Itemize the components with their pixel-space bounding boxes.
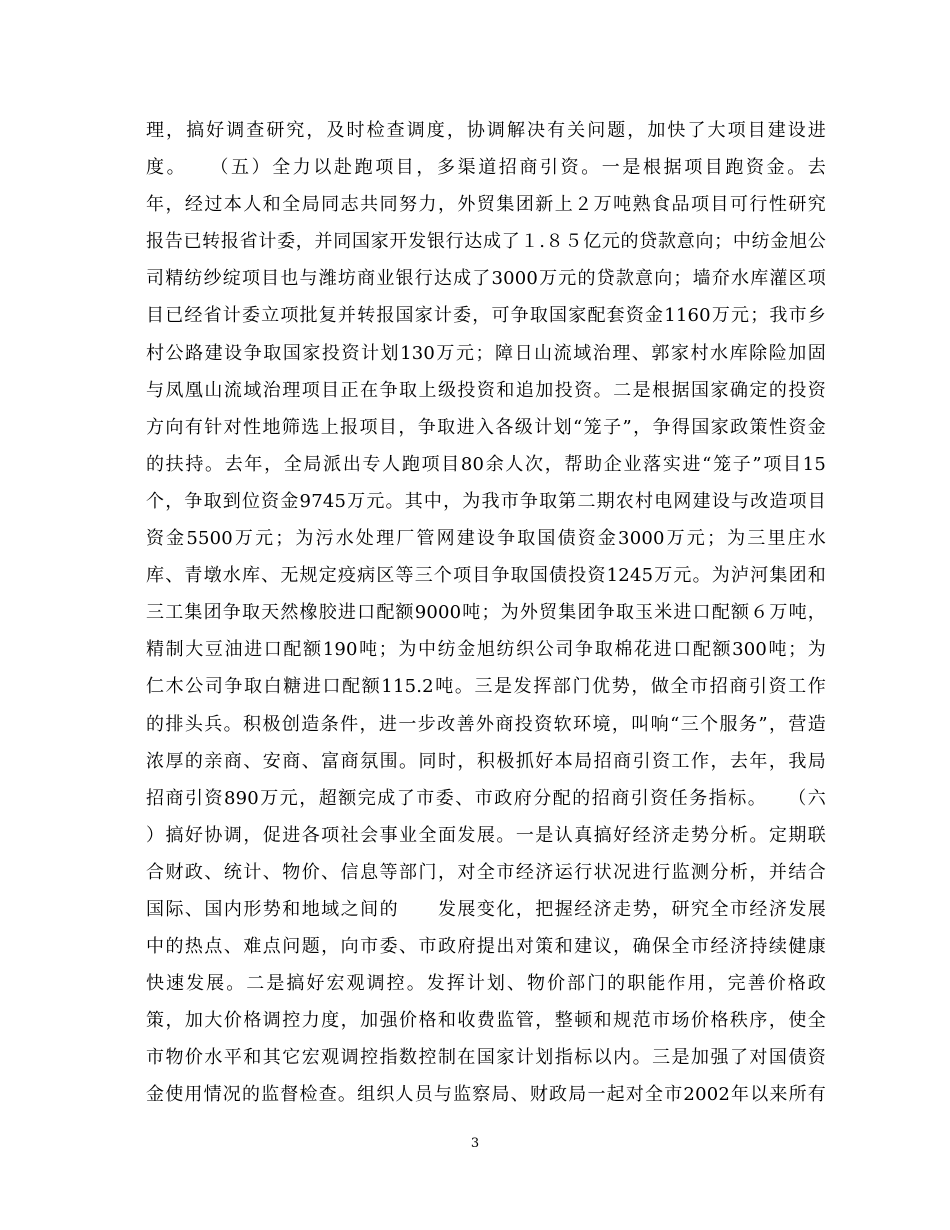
text-line: 三工集团争取天然橡胶进口配额9000吨；为外贸集团争取玉米进口配额６万吨，	[146, 602, 826, 624]
text-line: 理，搞好调查研究，及时检查调度，协调解决有关问题，加快了大项目建设进	[146, 120, 826, 141]
text-line: 村公路建设争取国家投资计划130万元；障日山流域治理、郭家村水库除险加固	[146, 342, 826, 364]
page-number: 3	[470, 1136, 480, 1151]
text-line: 快速发展。二是搞好宏观调控。发挥计划、物价部门的职能作用，完善价格政	[146, 973, 826, 995]
text-line: 的排头兵。积极创造条件，进一步改善外商投资软环境，叫响“三个服务”，营造	[146, 713, 826, 735]
text-line: 度。 （五）全力以赴跑项目，多渠道招商引资。一是根据项目跑资金。去	[146, 157, 826, 179]
text-line: 招商引资890万元，超额完成了市委、市政府分配的招商引资任务指标。 （六	[146, 787, 826, 809]
text-line: 仁木公司争取白糖进口配额115.2吨。三是发挥部门优势，做全市招商引资工作	[146, 676, 826, 698]
text-line: 报告已转报省计委，并同国家开发银行达成了１.８５亿元的贷款意向；中纺金旭公	[146, 231, 826, 253]
text-line: 中的热点、难点问题，向市委、市政府提出对策和建议，确保全市经济持续健康	[146, 936, 826, 958]
text-line: 目已经省计委立项批复并转报国家计委，可争取国家配套资金1160万元；我市乡	[146, 305, 826, 327]
text-line: 国际、国内形势和地域之间的 发展变化，把握经济走势，研究全市经济发展	[146, 898, 826, 920]
text-line: 与凤凰山流域治理项目正在争取上级投资和追加投资。二是根据国家确定的投资	[146, 379, 826, 401]
text-line: 合财政、统计、物价、信息等部门，对全市经济运行状况进行监测分析，并结合	[146, 861, 826, 883]
text-line: 方向有针对性地筛选上报项目，争取进入各级计划“笼子”，争得国家政策性资金	[146, 416, 826, 438]
text-line: 的扶持。去年，全局派出专人跑项目80余人次，帮助企业落实进“笼子”项目15	[146, 453, 826, 475]
text-line: ）搞好协调，促进各项社会事业全面发展。一是认真搞好经济走势分析。定期联	[146, 824, 826, 846]
text-line: 库、青墩水库、无规定疫病区等三个项目争取国债投资1245万元。为泸河集团和	[146, 565, 826, 587]
text-line: 浓厚的亲商、安商、富商氛围。同时，积极抓好本局招商引资工作，去年，我局	[146, 750, 826, 772]
text-line: 资金5500万元；为污水处理厂管网建设争取国债资金3000万元；为三里庄水	[146, 528, 826, 550]
text-line: 精制大豆油进口配额190吨；为中纺金旭纺织公司争取棉花进口配额300吨；为	[146, 639, 826, 661]
text-line: 司精纺纱绽项目也与潍坊商业银行达成了3000万元的贷款意向；墙夼水库灌区项	[146, 268, 826, 290]
text-line: 策，加大价格调控力度，加强价格和收费监管，整顿和规范市场价格秩序，使全	[146, 1010, 826, 1032]
body-text	[146, 112, 826, 1114]
text-line: 市物价水平和其它宏观调控指数控制在国家计划指标以内。三是加强了对国债资	[146, 1047, 826, 1069]
text-line: 金使用情况的监督检查。组织人员与监察局、财政局一起对全市2002年以来所有	[146, 1084, 826, 1106]
text-line: 年，经过本人和全局同志共同努力，外贸集团新上２万吨熟食品项目可行性研究	[146, 194, 826, 216]
text-line: 个，争取到位资金9745万元。其中，为我市争取第二期农村电网建设与改造项目	[146, 490, 826, 512]
